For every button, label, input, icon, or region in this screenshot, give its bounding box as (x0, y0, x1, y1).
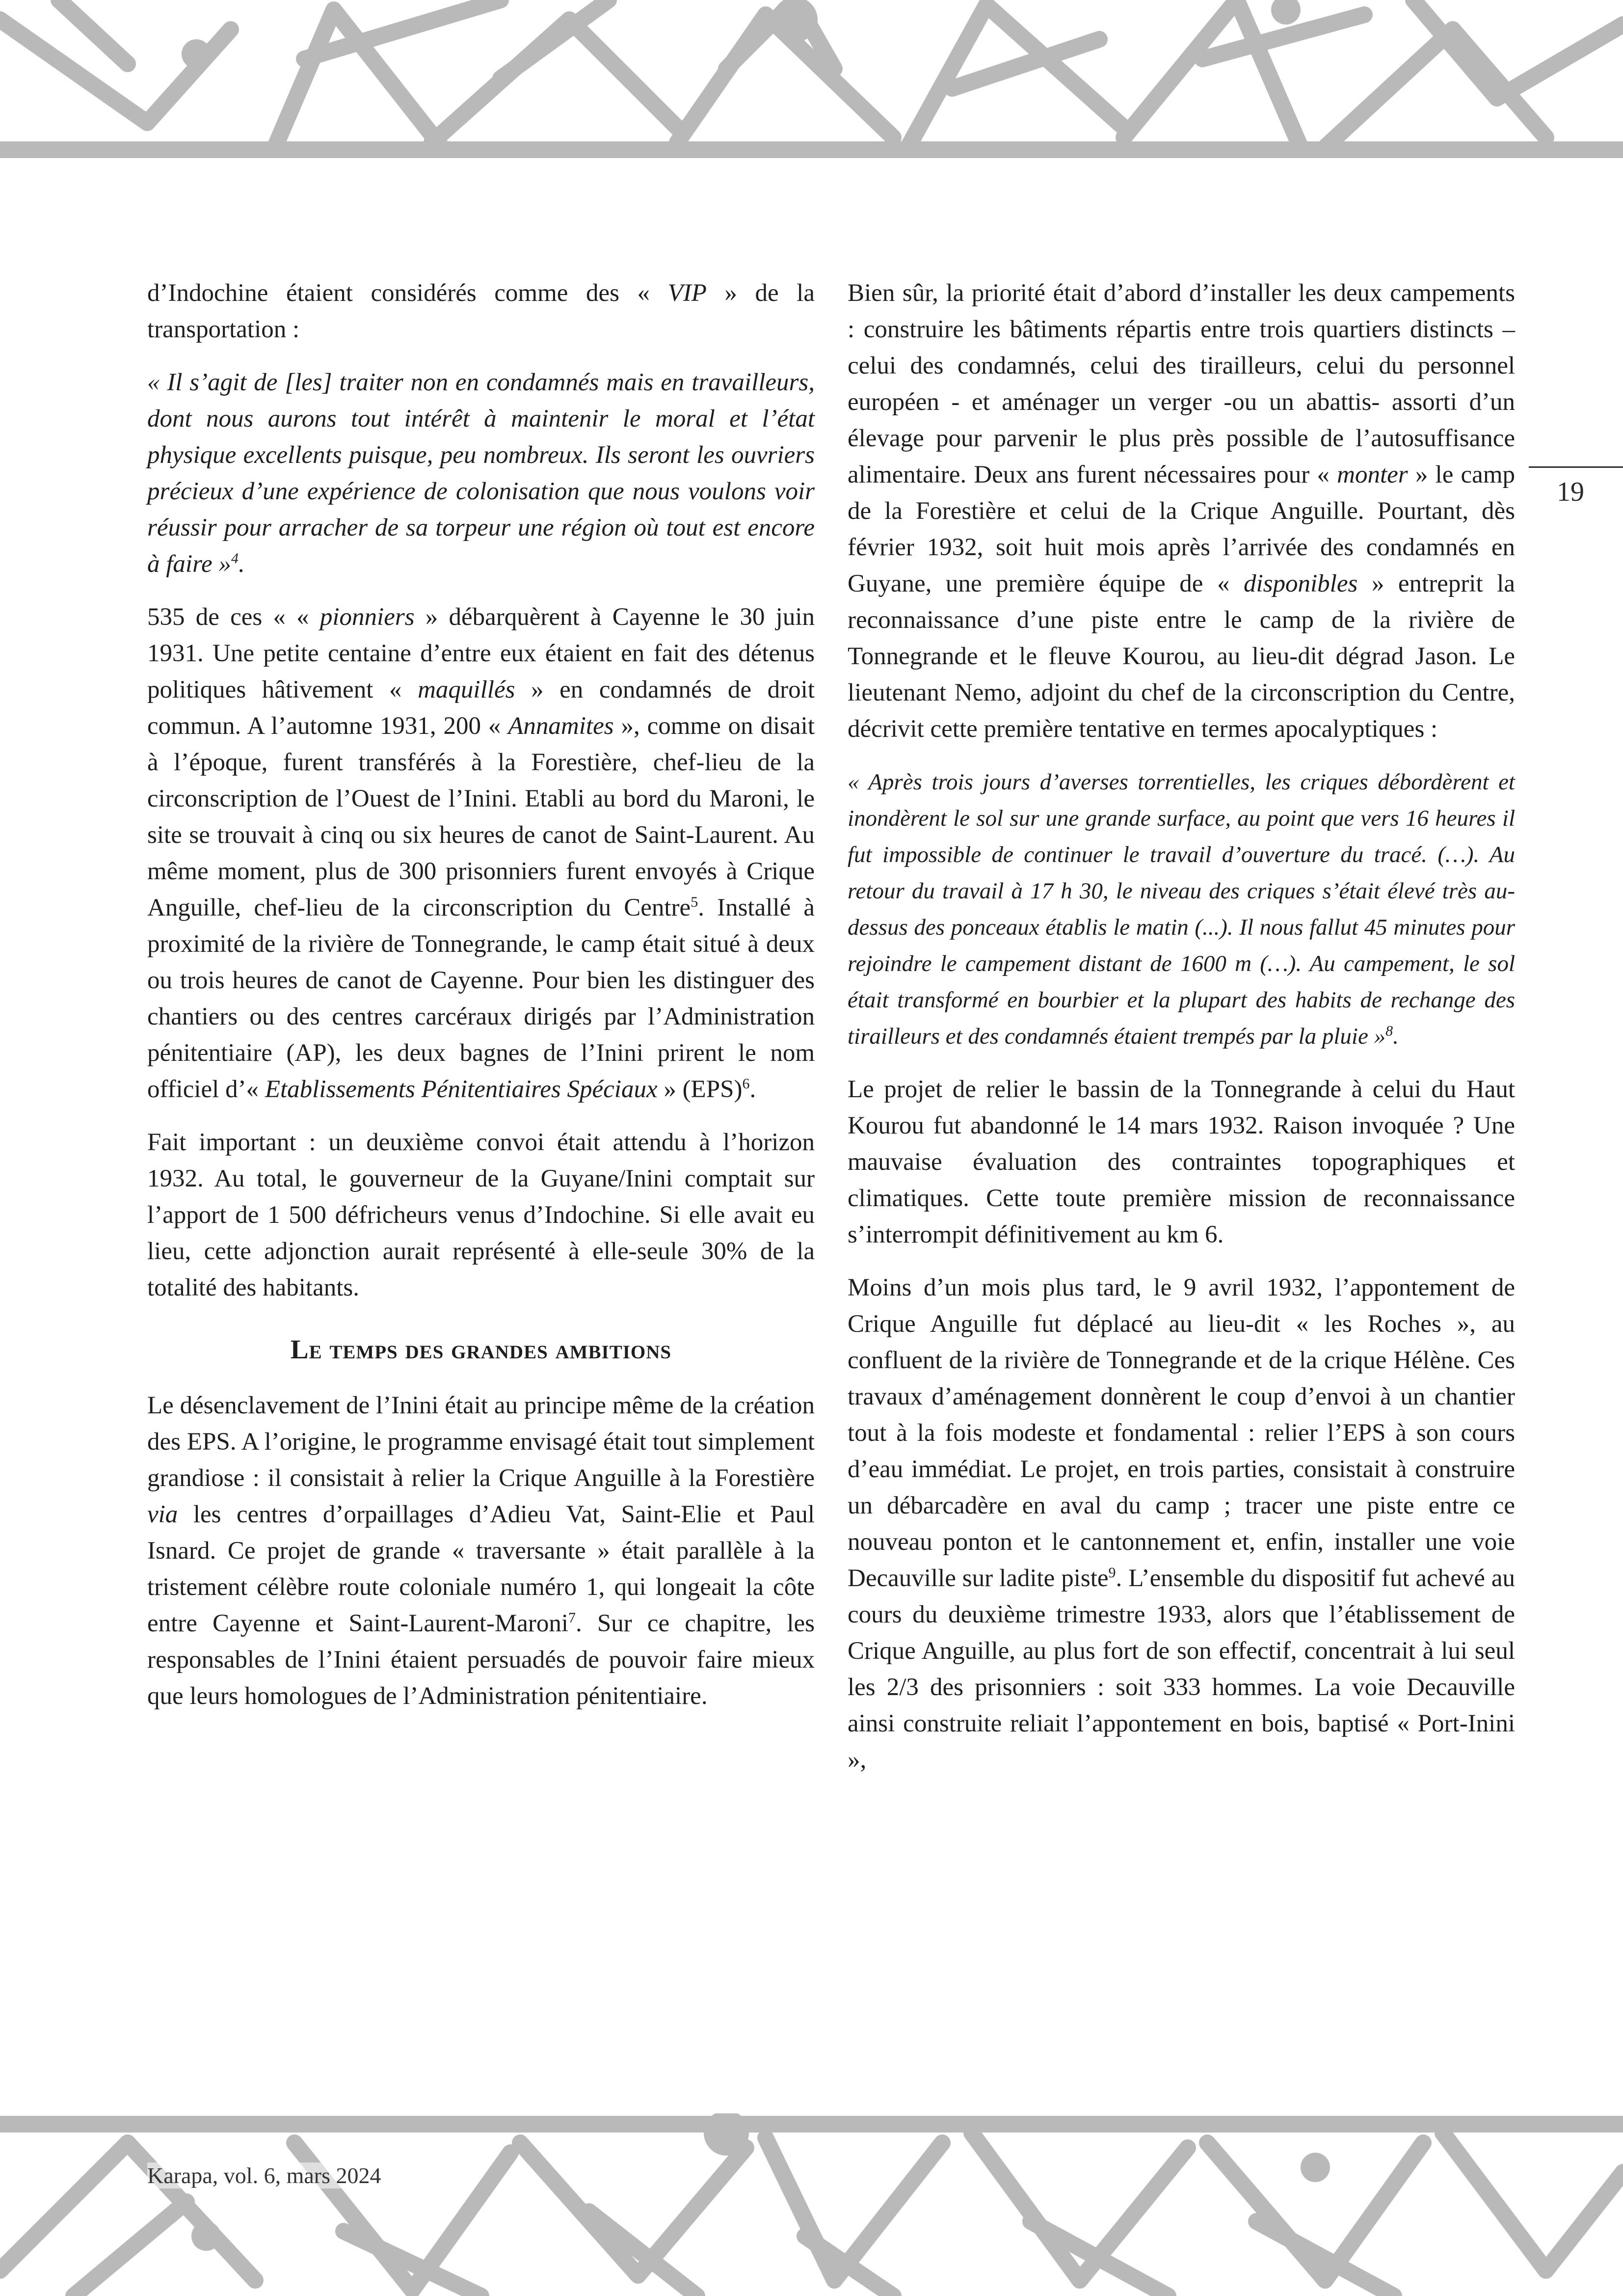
footer-palm-frond-pattern (0, 2113, 1623, 2296)
right-paragraph-2: Le projet de relier le bassin de la Tonnegrande à celui du Haut Kourou fut abandonné le 14 mars 1932. Raison invoquée ? Une mauvaise évaluation des contraintes topographiques et climatiques. Cette toute première mission de reconnaissance s’interrompit définitivement au km 6. (848, 1076, 1515, 1248)
footnote-ref-4[interactable]: 4 (231, 550, 239, 567)
right-paragraph-1: Bien sûr, la priorité était d’abord d’installer les deux campements : construire les bâtiments répartis entre trois quartiers distincts – celui des condamnés, celui des tirailleurs, celui du personnel européen - et aménager un verger -ou un abattis- assorti d’un élevage pour parvenir le plus près possible de l’autosuffisance alimentaire. Deux ans furent nécessaires pour « monter » le camp de la Forestière et celui de la Crique Anguille. Pourtant, dès février 1932, soit huit mois après l’arrivée des condamnés en Guyane, une première équipe de « disponibles » entreprit la reconnaissance d’une piste entre le camp de la rivière de Tonnegrande et le fleuve Kourou, au lieu-dit dégrad Jason. Le lieutenant Nemo, adjoint du chef de la circonscription du Centre, décrivit cette première tentative en termes apocalyptiques : (848, 279, 1515, 743)
footnote-ref-9[interactable]: 9 (1108, 1565, 1116, 1581)
header-palm-frond-pattern (0, 0, 1623, 162)
left-paragraph-3: Fait important : un deuxième convoi était attendu à l’horizon 1932. Au total, le gouverneur de la Guyane/Inini comptait sur l’apport de 1 500 défricheurs venus d’Indochine. Si elle avait eu lieu, cette adjonction aurait représenté à elle-seule 30% de la totalité des habitants. (147, 1129, 815, 1301)
left-column (147, 275, 815, 1731)
right-paragraph-3: Moins d’un mois plus tard, le 9 avril 1932, l’appontement de Crique Anguille fut déplacé au lieu-dit « les Roches », au confluent de la rivière de Tonnegrande et de la crique Hélène. Ces travaux d’aménagement donnèrent le coup d’envoi à un chantier tout à la fois modeste et fondamental : relier l’EPS à son cours d’eau immédiat. Le projet, en trois parties, consistait à construire un débarcadère en aval du camp ; tracer une piste entre ce nouveau ponton et le cantonnement et, enfin, installer une voie Decauville sur ladite piste$^9$. L’ensemble du dispositif fut achevé au cours du deuxième trimestre 1933, alors que l’établissement de Crique Anguille, au plus fort de son effectif, concentrait à lui seul les 2/3 des prisonniers : soit 333 hommes. La voie Decauville ainsi construite reliait l’appontement en bois, baptisé « Port-Inini », (848, 1274, 1515, 1774)
page-number-rule (1529, 466, 1623, 468)
footnote-ref-8[interactable]: 8 (1385, 1023, 1393, 1039)
section-heading: Le temps des grandes ambitions (290, 1334, 672, 1364)
left-paragraph-4: Le désenclavement de l’Inini était au principe même de la création des EPS. A l’origine, le programme envisagé était tout simplement grandiose : il consistait à relier la Crique Anguille à la Forestière via les centres d’orpaillages d’Adieu Vat, Saint-Elie et Paul Isnard. Ce projet de grande « traversante » était parallèle à la tristement célèbre route coloniale numéro 1, qui longeait la côte entre Cayenne et Saint-Laurent-Maroni$^7$. Sur ce chapitre, les responsables de l’Inini étaient persuadés de pouvoir faire mieux que leurs homologues de l’Administration pénitentiaire. (147, 1392, 815, 1710)
right-block-quote: « Après trois jours d’averses torrentielles, les criques débordèrent et inondèrent le sol sur une grande surface, au point que vers 16 heures il fut impossible de continuer le travail d’ouverture du tracé. (…). Au retour du travail à 17 h 30, le niveau des criques s’était élevé très au-dessus des ponceaux établis le matin (...). Il nous fallut 45 minutes pour rejoindre le campement distant de 1600 m (…). Au campement, le sol était transformé en bourbier et la plupart des habits de rechange des tirailleurs et des condamnés étaient trempés par la pluie »$^8$. (848, 769, 1515, 1049)
footnote-ref-7[interactable]: 7 (568, 1610, 576, 1626)
right-column (848, 275, 1515, 1795)
footer-band (0, 2113, 1623, 2296)
left-paragraph-1: d’Indochine étaient considérés comme des « VIP » de la transportation : (147, 279, 815, 343)
left-block-quote: « Il s’agit de [les] traiter non en condamnés mais en travailleurs, dont nous aurons tout intérêt à maintenir le moral et l’état physique excellents puisque, peu nombreux. Ils seront les ouvriers précieux d’une expérience de colonisation que nous voulons voir réussir pour arracher de sa torpeur une région où tout est encore à faire »$^4$. (147, 369, 815, 578)
footnote-ref-6[interactable]: 6 (742, 1076, 750, 1092)
footnote-ref-5[interactable]: 5 (691, 894, 698, 910)
page-number: 19 (1557, 477, 1584, 507)
journal-reference: Karapa, vol. 6, mars 2024 (147, 2162, 386, 2188)
left-paragraph-2: 535 de ces « « pionniers » débarquèrent à Cayenne le 30 juin 1931. Une petite centaine d’entre eux étaient en fait des détenus politiques hâtivement « maquillés » en condamnés de droit commun. A l’automne 1931, 200 « Annamites », comme on disait à l’époque, furent transférés à la Forestière, chef-lieu de la circonscription de l’Ouest de l’Inini. Etabli au bord du Maroni, le site se trouvait à cinq ou six heures de canot de Saint-Laurent. Au même moment, plus de 300 prisonniers furent envoyés à Crique Anguille, chef-lieu de la circonscription du Centre$^5$. Installé à proximité de la rivière de Tonnegrande, le camp était situé à deux ou trois heures de canot de Cayenne. Pour bien les distinguer des chantiers ou des centres carcéraux dirigés par l’Administration pénitentiaire (AP), les deux bagnes de l’Inini prirent le nom officiel d’« Etablissements Pénitentiaires Spéciaux » (EPS)$^6$. (147, 603, 815, 1103)
header-band (0, 0, 1623, 162)
